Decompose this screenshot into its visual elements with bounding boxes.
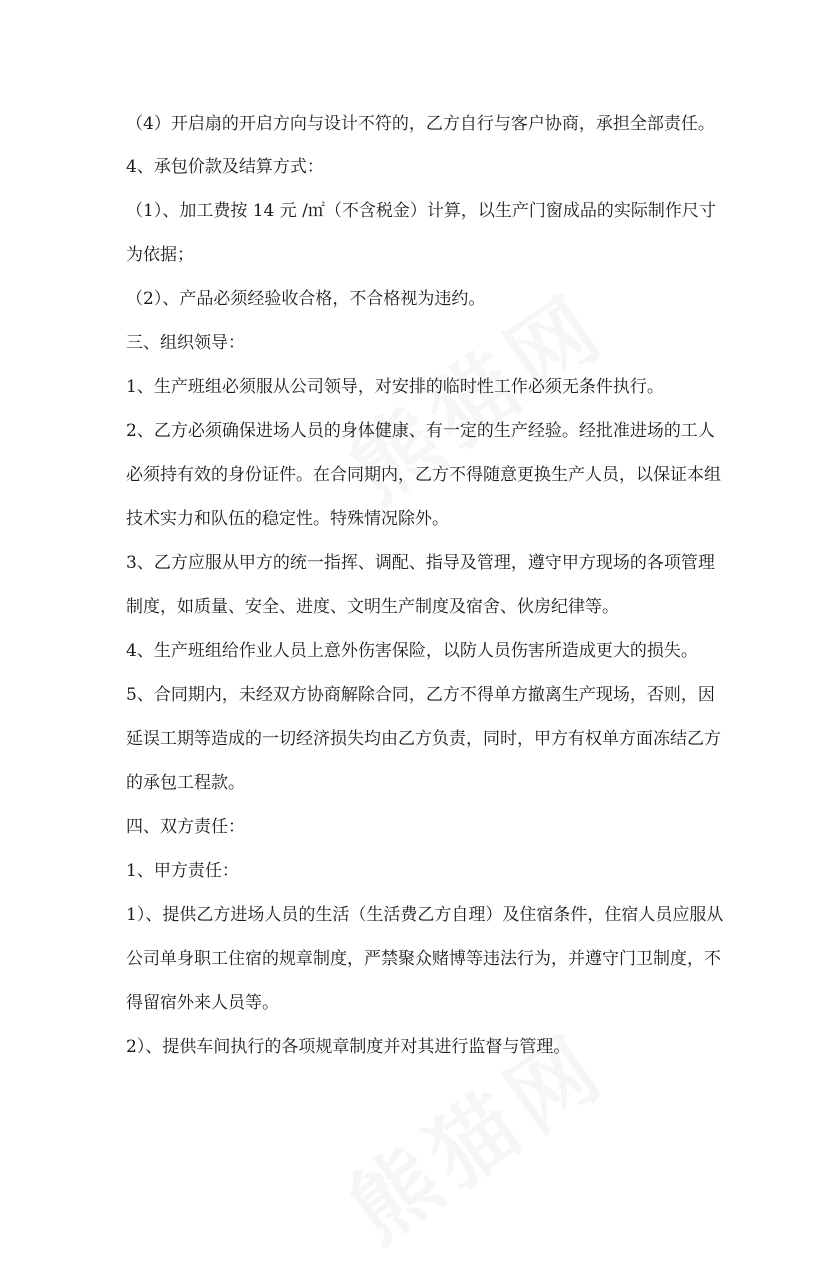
text-line: 技术实力和队伍的稳定性。特殊情况除外。 [126,509,449,529]
text-line: 5、合同期内，未经双方协商解除合同，乙方不得单方撤离生产现场，否则，因 [126,685,715,705]
text-line: 公司单身职工住宿的规章制度，严禁聚众赌博等违法行为，并遵守门卫制度，不 [126,949,721,969]
text-line: 2、乙方必须确保进场人员的身体健康、有一定的生产经验。经批准进场的工人 [126,421,715,441]
subsection-heading: 1、甲方责任： [126,861,239,881]
text-line: 必须持有效的身份证件。在合同期内，乙方不得随意更换生产人员，以保证本组 [126,465,721,485]
section-heading: 三、组织领导： [126,333,245,353]
text-line: 3、乙方应服从甲方的统一指挥、调配、指导及管理，遵守甲方现场的各项管理 [126,553,715,573]
text-line: 为依据； [126,245,194,265]
text-line: 的承包工程款。 [126,773,245,793]
section-heading: 四、双方责任： [126,817,245,837]
text-line: 延误工期等造成的一切经济损失均由乙方负责，同时，甲方有权单方面冻结乙方 [126,729,721,749]
text-line: （2）、产品必须经验收合格，不合格视为违约。 [126,289,486,309]
text-line: 1、生产班组必须服从公司领导，对安排的临时性工作必须无条件执行。 [126,377,664,397]
text-line: 2）、提供车间执行的各项规章制度并对其进行监督与管理。 [126,1037,571,1057]
text-line: 1）、提供乙方进场人员的生活（生活费乙方自理）及住宿条件，住宿人员应服从 [126,905,724,925]
section-heading: 4、承包价款及结算方式： [126,157,324,177]
text-line: （1）、加工费按 14 元 /㎡（不含税金）计算，以生产门窗成品的实际制作尺寸 [126,201,716,221]
text-line: 制度，如质量、安全、进度、文明生产制度及宿舍、伙房纪律等。 [126,597,619,617]
text-line: （4）开启扇的开启方向与设计不符的，乙方自行与客户协商，承担全部责任。 [126,114,715,134]
text-line: 4、生产班组给作业人员上意外伤害保险，以防人员伤害所造成更大的损失。 [126,641,698,661]
text-line: 得留宿外来人员等。 [126,993,279,1013]
